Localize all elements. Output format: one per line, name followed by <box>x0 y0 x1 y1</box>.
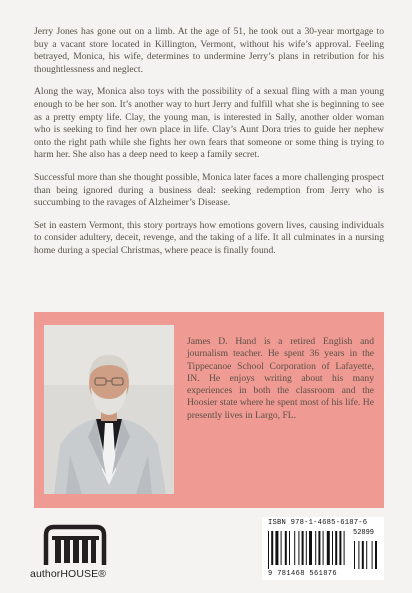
publisher-name: authorHOUSE® <box>30 568 107 580</box>
bookshelf-logo-icon <box>40 523 110 565</box>
author-bio-text: James D. Hand is a retired English and journalism teacher. He spent 36 years in the Tippecanoe School Corporation of Lafayette, IN. He enjoys writing about his many experiences in both the classroom and the Hoosier state where he spent most of his life. He presently lives in Largo, FL. <box>187 336 374 421</box>
isbn-barcode <box>262 517 384 580</box>
synopsis-paragraph: Along the way, Monica also toys with the possibility of a sexual fling with a man young enough to be her son. It’s another way to hurt Jerry and fulfill what she is beginning to see as a pretty empty life. Clay, the young man, is interested in Sally, another older woman who is seeking to find her own place in life. Clay’s Aunt Dora tries to guide her nephew onto the right path while she fights her own fears that someone or some thing is trying to harm her. She also has a deep need to keep a family secret. <box>34 86 384 161</box>
barcode-addon: 52899 <box>353 529 375 537</box>
author-bio-panel <box>34 312 384 508</box>
barcode-digits: 9 781468 561876 <box>268 570 338 578</box>
publisher-logo <box>30 523 120 583</box>
synopsis-paragraph: Jerry Jones has gone out on a limb. At the age of 51, he took out a 30-year mortgage to buy a vacant store located in Killington, Vermont, without his wife’s approval. Feeling betrayed, Monica, his wife, determines to undermine Jerry’s plans in retribution for his thoughtlessness and neglect. <box>34 26 384 75</box>
synopsis <box>34 26 384 268</box>
isbn-label: ISBN 978-1-4685-6187-6 <box>268 519 368 527</box>
author-portrait <box>44 325 174 494</box>
synopsis-paragraph: Set in eastern Vermont, this story portrays how emotions govern lives, causing individuals to consider adultery, deceit, revenge, and the taking of a life. It all culminates in a nursing home during a special Christmas, where peace is finally found. <box>34 219 384 256</box>
synopsis-paragraph: Successful more than she thought possible, Monica later faces a more challenging prospect than being ignored during a business deal: seeking redemption from Jerry who is succumbing to the ravages of Alzheimer’s Disease. <box>34 171 384 209</box>
author-photo <box>44 325 174 494</box>
